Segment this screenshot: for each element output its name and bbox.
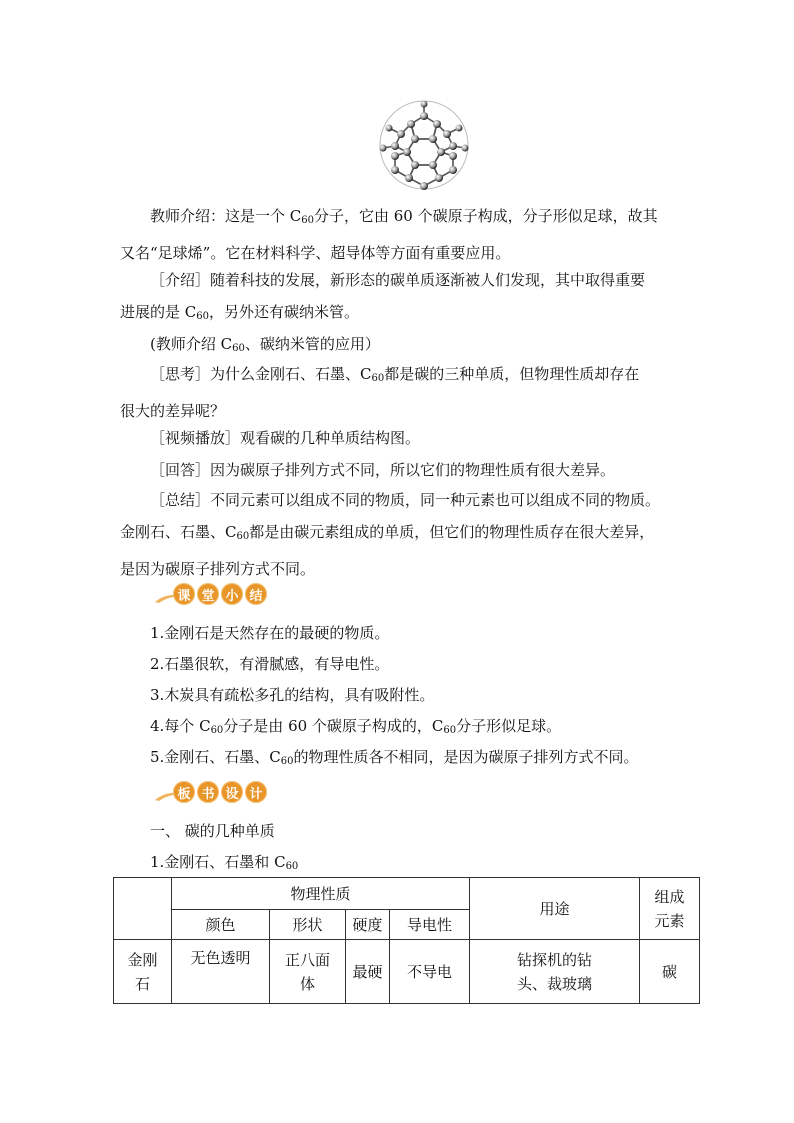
header-element: 组成 元素: [640, 878, 700, 940]
table-corner-cell: [114, 878, 172, 940]
banner-char: 小: [221, 583, 243, 605]
cell-hardness: 最硬: [346, 940, 390, 1004]
banner-char: 结: [245, 583, 267, 605]
summary-item-4: 4.每个 $C_{60}$分子是由 60 个碳原子构成的，$C_{60}$分子形似足球。: [150, 717, 562, 736]
banner-char: 书: [197, 781, 219, 803]
c60-molecule-image: [377, 98, 471, 192]
header-conductivity: 导电性: [390, 910, 470, 940]
paragraph-answer: ［回答］因为碳原子排列方式不同，所以它们的物理性质有很大差异。: [150, 461, 616, 479]
header-physical: 物理性质: [172, 878, 470, 910]
paragraph-think: ［思考］为什么金刚石、石墨、$C_{60}$都是碳的三种单质，但物理性质却存在 很大的差异呢？: [120, 365, 640, 420]
header-color: 颜色: [172, 910, 270, 940]
header-hardness: 硬度: [346, 910, 390, 940]
banner-char: 板: [173, 781, 195, 803]
cell-color: 无色透明: [172, 940, 270, 1004]
cell-conductivity: 不导电: [390, 940, 470, 1004]
banner-char: 计: [245, 781, 267, 803]
paragraph-video: ［视频播放］观看碳的几种单质结构图。: [150, 429, 421, 447]
carbon-properties-table: [113, 877, 700, 1004]
summary-item-3: 3.木炭具有疏松多孔的结构，具有吸附性。: [150, 686, 435, 704]
banner-char: 设: [221, 781, 243, 803]
banner-char: 堂: [197, 583, 219, 605]
cell-name: 金刚 石: [114, 940, 172, 1004]
header-use: 用途: [470, 878, 640, 940]
header-shape: 形状: [270, 910, 346, 940]
cell-element: 碳: [640, 940, 700, 1004]
summary-item-5: 5.金刚石、石墨、$C_{60}$的物理性质各不相同，是因为碳原子排列方式不同。: [150, 748, 639, 767]
board-heading-2: 1.金刚石、石墨和 $C_{60}$: [150, 853, 299, 872]
paragraph-summary-note: ［总结］不同元素可以组成不同的物质，同一种元素也可以组成不同的物质。 金刚石、石墨、$C_{60}$都是由碳元素组成的单质，但它们的物理性质存在很大差异， 是因为碳原子排列方式不同。: [120, 491, 661, 578]
paragraph-teacher-intro: 教师介绍：这是一个 $C_{60}$分子，它由 60 个碳原子构成，分子形似足球，故其 又名“足球烯”。它在材料科学、超导体等方面有重要应用。: [120, 207, 658, 262]
paragraph-applications: (教师介绍 $C_{60}$、碳纳米管的应用）: [150, 335, 380, 354]
table-row: [114, 940, 700, 1004]
board-heading-1: 一、 碳的几种单质: [150, 822, 275, 840]
summary-item-2: 2.石墨很软，有滑腻感，有导电性。: [150, 655, 390, 673]
cell-use: 钻探机的钻 头、裁玻璃: [470, 940, 640, 1004]
summary-item-1: 1.金刚石是天然存在的最硬的物质。: [150, 624, 390, 642]
cell-shape: 正八面 体: [270, 940, 346, 1004]
banner-char: 课: [173, 583, 195, 605]
paragraph-introduction: ［介绍］随着科技的发展，新形态的碳单质逐渐被人们发现，其中取得重要 进展的是 $C_{60}$，另外还有碳纳米管。: [120, 271, 646, 322]
